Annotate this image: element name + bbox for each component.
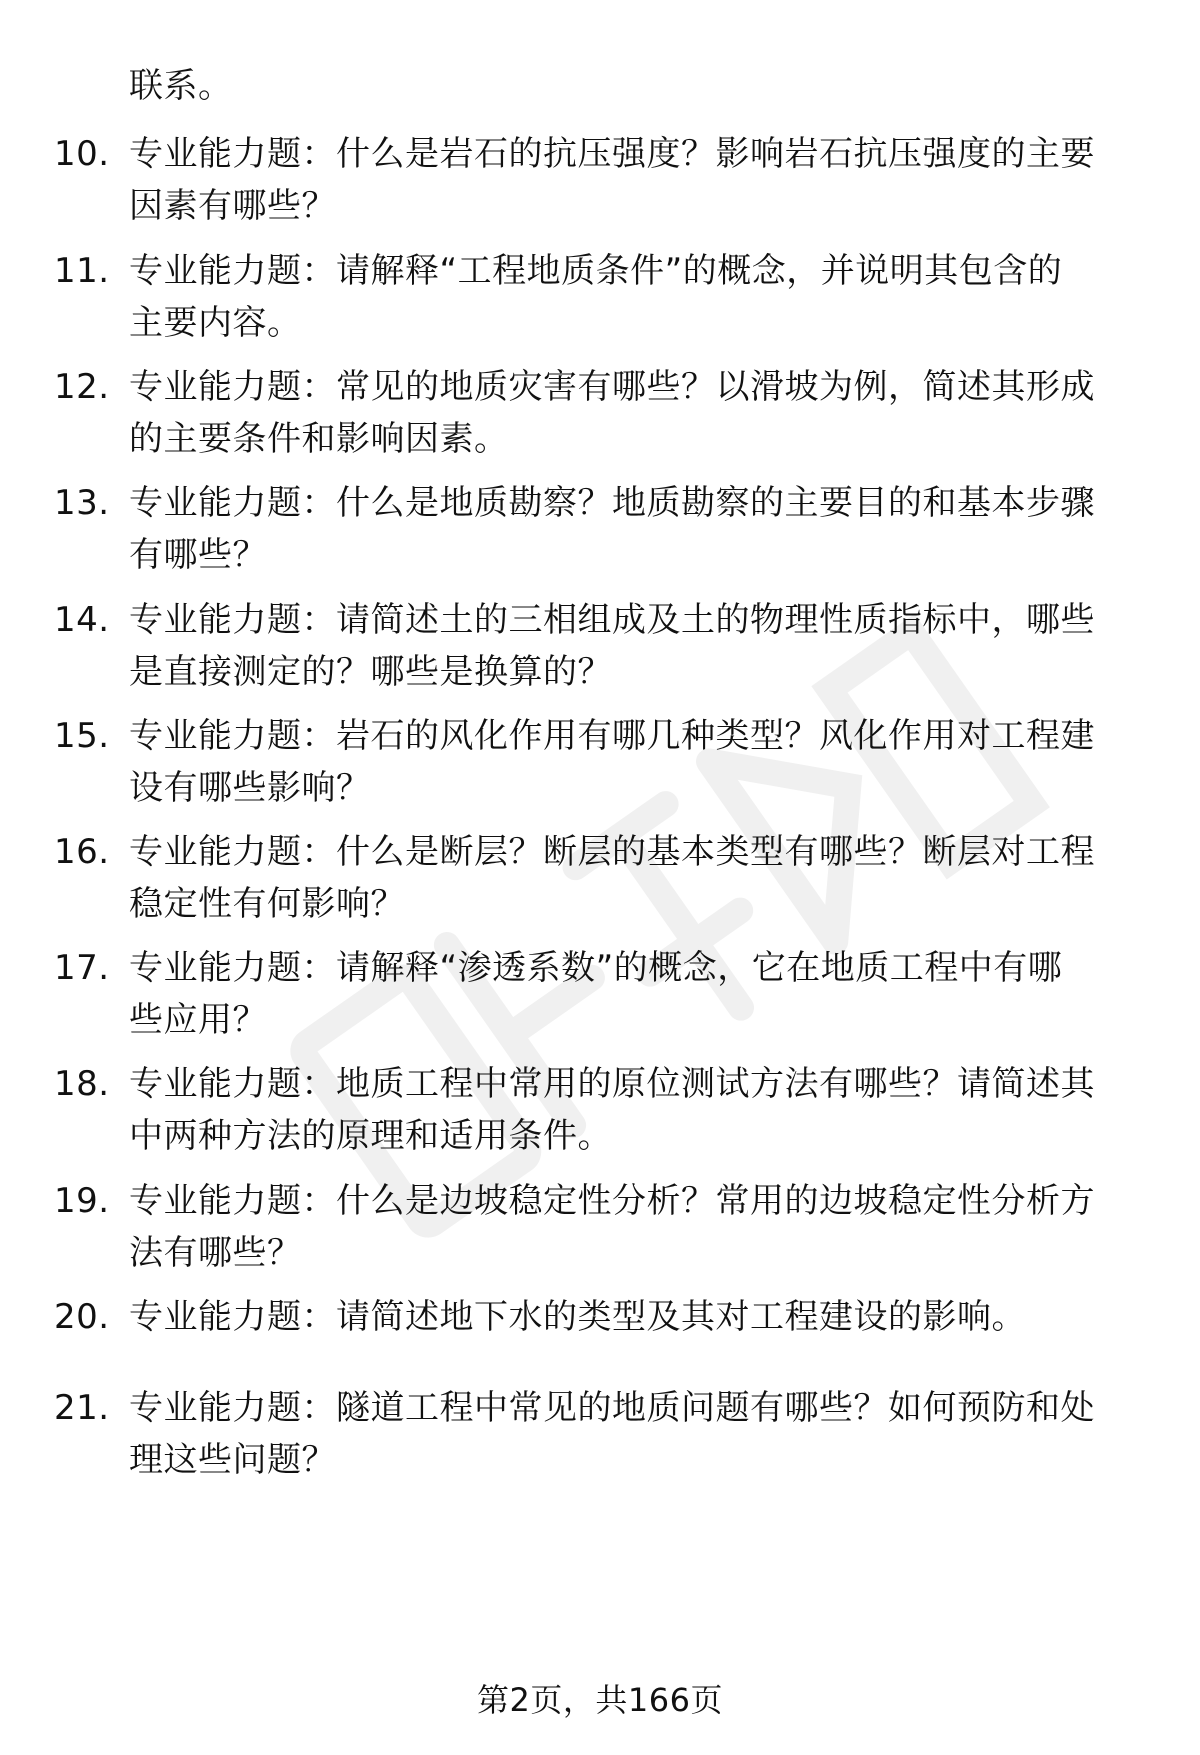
question-number: 12. xyxy=(54,367,110,407)
question-line: 专业能力题：隧道工程中常见的地质问题有哪些？如何预防和处 xyxy=(129,1388,1095,1428)
question-text xyxy=(129,1175,1139,1279)
question-text xyxy=(129,128,1139,232)
question-line: 专业能力题：常见的地质灾害有哪些？以滑坡为例，简述其形成 xyxy=(129,367,1095,407)
question-text xyxy=(129,245,1139,349)
question-line: 专业能力题：请解释“渗透系数”的概念，它在地质工程中有哪 xyxy=(129,948,1063,988)
question-line: 理这些问题？ xyxy=(129,1440,336,1480)
question-text xyxy=(129,1382,1139,1486)
question-line: 专业能力题：什么是地质勘察？地质勘察的主要目的和基本步骤 xyxy=(129,483,1095,523)
question-number: 20. xyxy=(54,1297,110,1337)
question-line: 中两种方法的原理和适用条件。 xyxy=(129,1116,612,1156)
question-line: 专业能力题：什么是边坡稳定性分析？常用的边坡稳定性分析方 xyxy=(129,1181,1095,1221)
question-line: 的主要条件和影响因素。 xyxy=(129,419,509,459)
question-line: 设有哪些影响？ xyxy=(129,768,371,808)
question-text xyxy=(129,361,1139,465)
question-text xyxy=(129,1058,1139,1162)
question-number: 16. xyxy=(54,832,110,872)
question-text xyxy=(129,594,1139,698)
question-line: 专业能力题：岩石的风化作用有哪几种类型？风化作用对工程建 xyxy=(129,716,1095,756)
question-text xyxy=(129,826,1139,930)
question-text xyxy=(129,710,1139,814)
question-number: 13. xyxy=(54,483,110,523)
question-line: 是直接测定的？哪些是换算的？ xyxy=(129,652,612,692)
question-number: 19. xyxy=(54,1181,110,1221)
question-line: 主要内容。 xyxy=(129,303,302,343)
question-line: 稳定性有何影响？ xyxy=(129,884,405,924)
question-line: 因素有哪些？ xyxy=(129,186,336,226)
question-number: 14. xyxy=(54,600,110,640)
question-line: 专业能力题：请解释“工程地质条件”的概念，并说明其包含的 xyxy=(129,251,1063,291)
question-line: 专业能力题：地质工程中常用的原位测试方法有哪些？请简述其 xyxy=(129,1064,1095,1104)
page-footer: 第2页，共166页 xyxy=(477,1681,723,1719)
question-text xyxy=(129,942,1139,1046)
question-line: 专业能力题：什么是岩石的抗压强度？影响岩石抗压强度的主要 xyxy=(129,134,1095,174)
question-line: 法有哪些？ xyxy=(129,1233,302,1273)
question-line: 有哪些？ xyxy=(129,535,267,575)
question-number: 21. xyxy=(54,1388,110,1428)
question-number: 10. xyxy=(54,134,110,174)
question-text xyxy=(129,477,1139,581)
question-text xyxy=(129,1291,1139,1343)
question-line: 专业能力题：请简述土的三相组成及土的物理性质指标中，哪些 xyxy=(129,600,1095,640)
question-line: 专业能力题：请简述地下水的类型及其对工程建设的影响。 xyxy=(129,1297,1026,1337)
question-number: 18. xyxy=(54,1064,110,1104)
question-line: 些应用？ xyxy=(129,1000,267,1040)
continuation-text: 联系。 xyxy=(129,66,233,106)
question-number: 17. xyxy=(54,948,110,988)
question-number: 11. xyxy=(54,251,110,291)
question-number: 15. xyxy=(54,716,110,756)
question-line: 专业能力题：什么是断层？断层的基本类型有哪些？断层对工程 xyxy=(129,832,1095,872)
